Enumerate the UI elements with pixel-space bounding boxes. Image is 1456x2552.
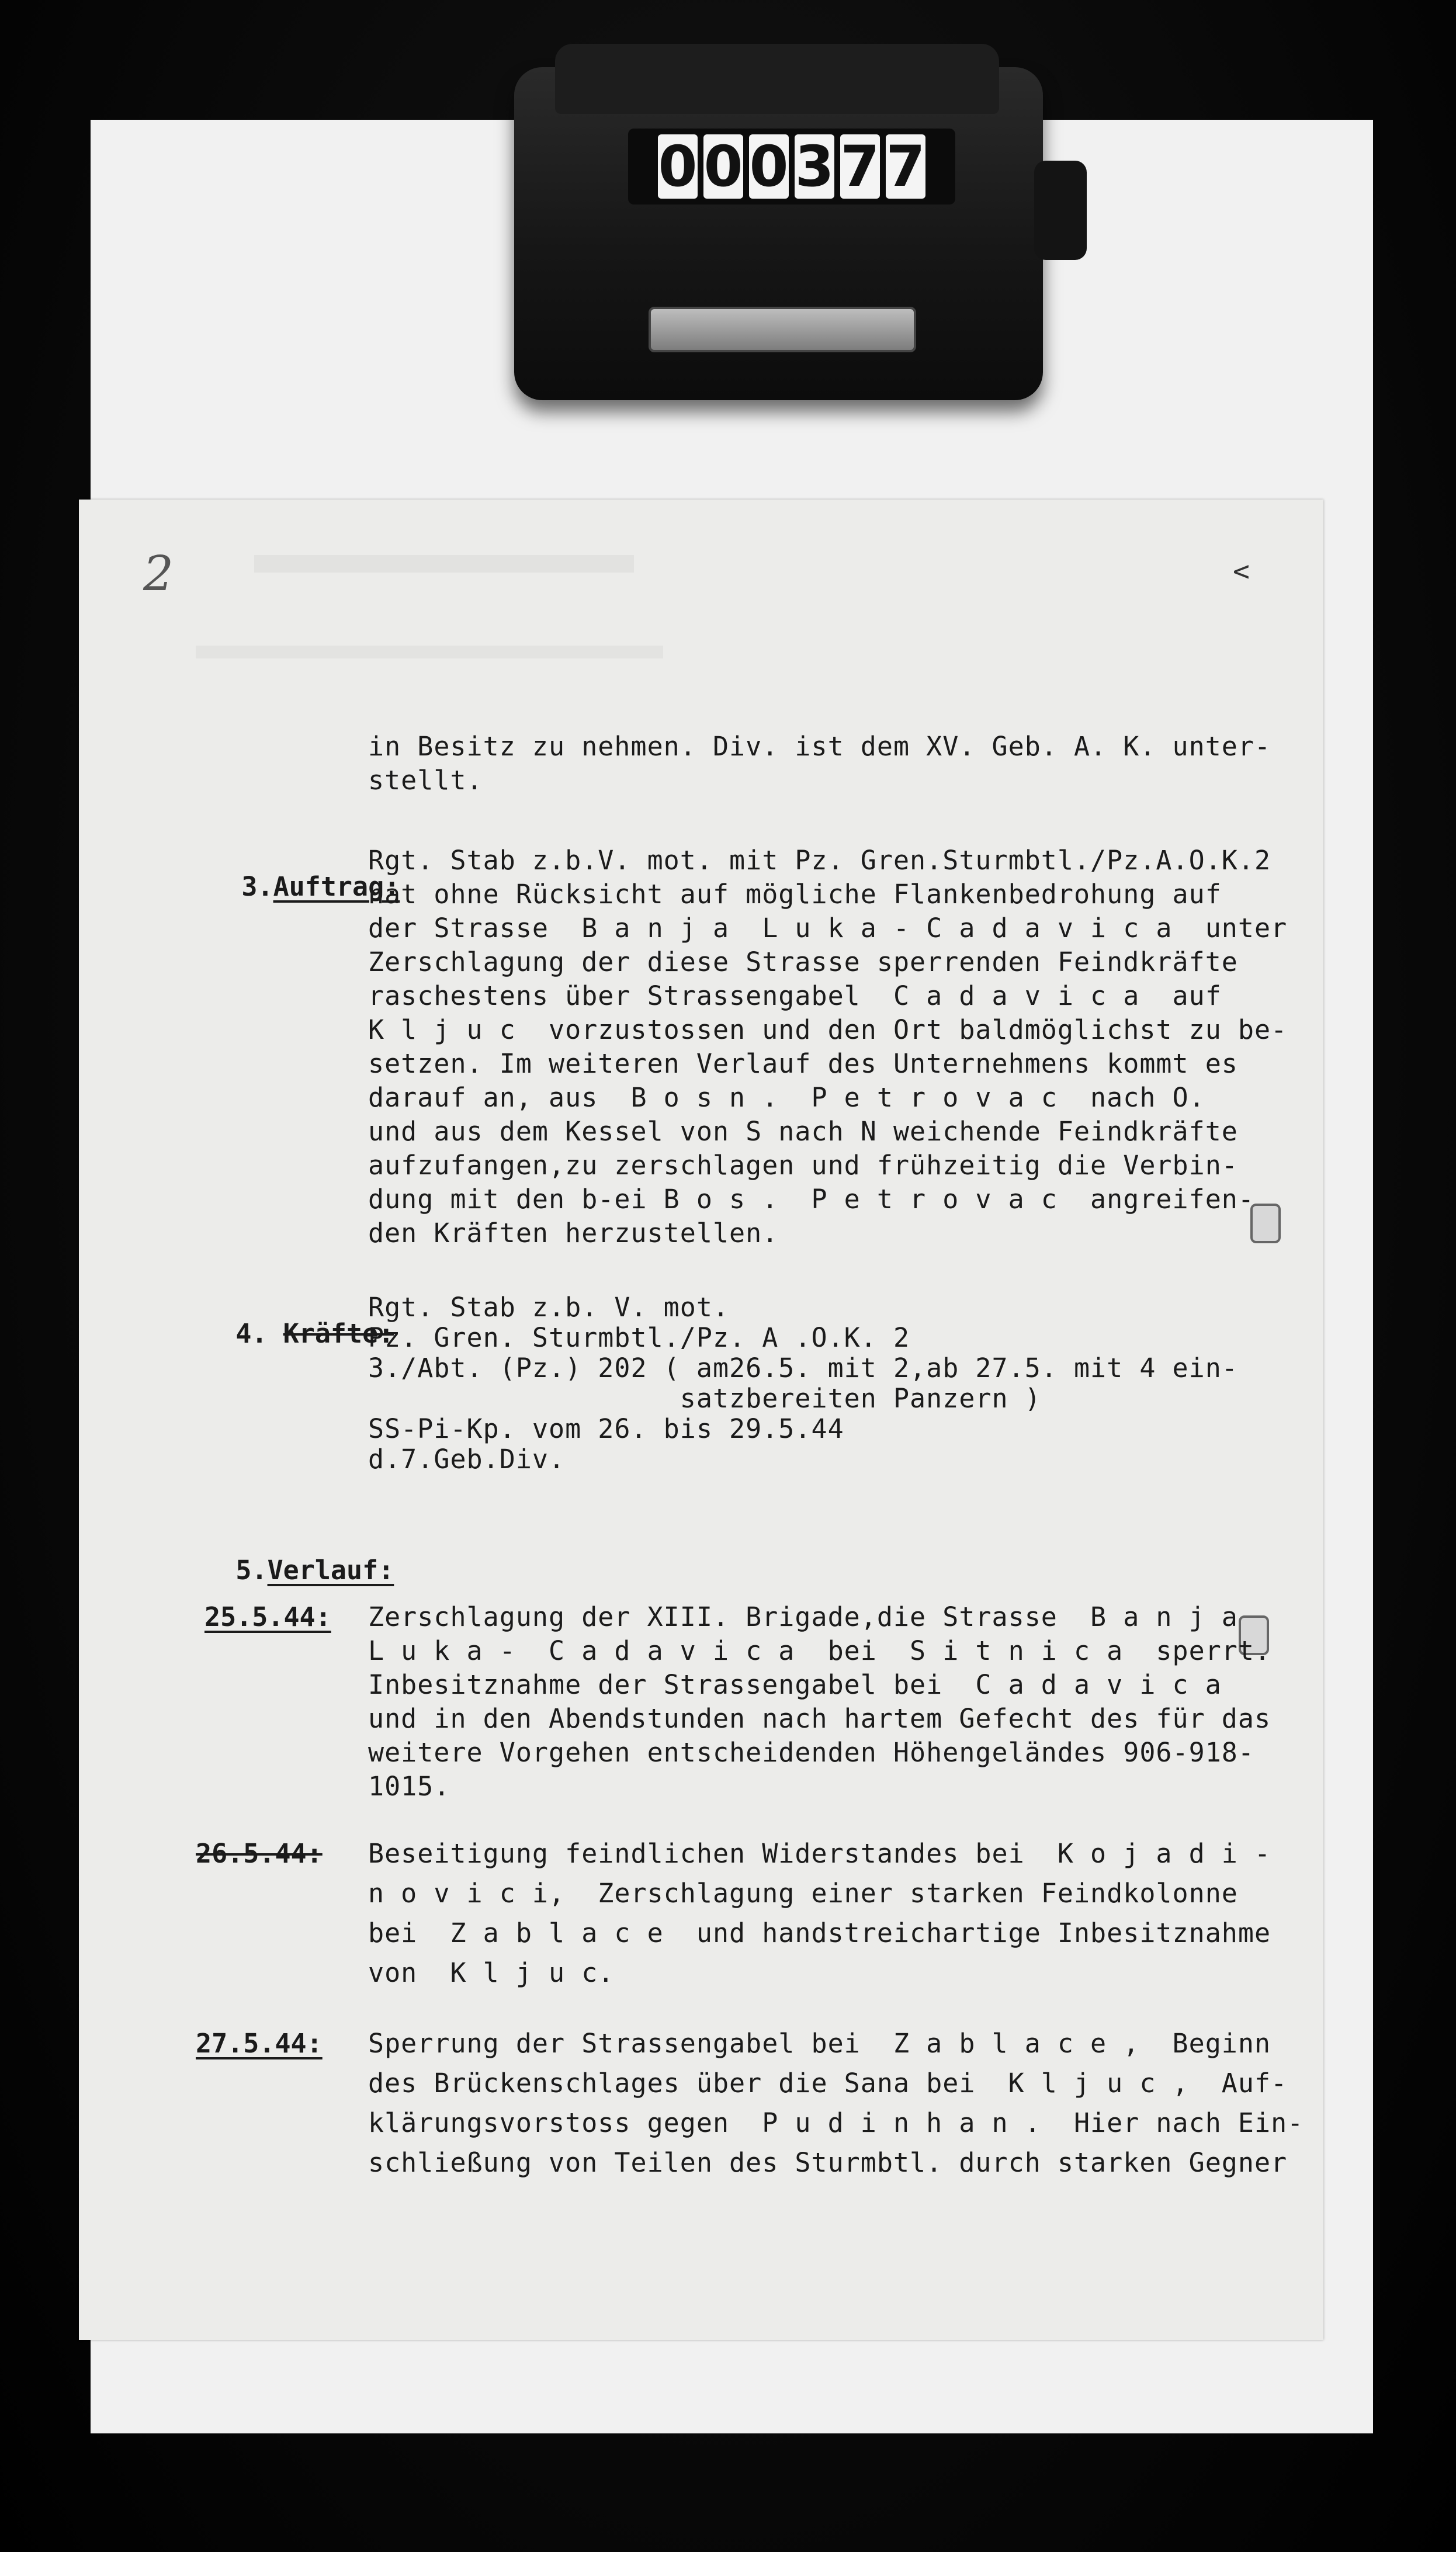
text-line: hat ohne Rücksicht auf mögliche Flankenbedrohung auf bbox=[368, 879, 1222, 910]
text-line: weitere Vorgehen entscheidenden Höhengeländes 906-918- bbox=[368, 1737, 1254, 1768]
text-line: der Strasse B a n j a L u k a - C a d a v i c a unter bbox=[368, 913, 1288, 944]
text-line: von K l j u c. bbox=[368, 1957, 615, 1988]
text-line: des Brückenschlages über die Sana bei K l j u c , Auf- bbox=[368, 2068, 1288, 2099]
text-line: 1015. bbox=[368, 1771, 450, 1802]
text-line: setzen. Im weiteren Verlauf des Unternehmens kommt es bbox=[368, 1048, 1238, 1079]
text-line: schließung von Teilen des Sturmbtl. durch starken Gegner bbox=[368, 2147, 1288, 2178]
section-number: 3. bbox=[241, 871, 273, 902]
counter-knob bbox=[1034, 161, 1087, 260]
section-title: Verlauf: bbox=[267, 1555, 394, 1586]
text-line: satzbereiten Panzern ) bbox=[368, 1383, 1041, 1414]
text-line: Sperrung der Strassengabel bei Z a b l a c e , Beginn bbox=[368, 2028, 1271, 2059]
text-line: stellt. bbox=[368, 765, 483, 796]
text-line: darauf an, aus B o s n . P e t r o v a c nach O. bbox=[368, 1082, 1205, 1113]
document-page bbox=[79, 500, 1323, 2340]
bleed-through-marks bbox=[254, 555, 634, 573]
counter-housing-top bbox=[555, 44, 999, 114]
counter-digit: 0 bbox=[703, 134, 743, 199]
counter-digit: 3 bbox=[795, 134, 834, 199]
text-line: und aus dem Kessel von S nach N weichende Feindkräfte bbox=[368, 1116, 1238, 1147]
text-line: in Besitz zu nehmen. Div. ist dem XV. Geb. A. K. unter- bbox=[368, 731, 1271, 762]
corner-mark: < bbox=[1233, 555, 1250, 588]
section-title: Auftrag: bbox=[273, 871, 400, 902]
text-line: L u k a - C a d a v i c a bei S i t n i c a sperrt. bbox=[368, 1635, 1271, 1666]
text-line: klärungsvorstoss gegen P u d i n h a n . Hier nach Ein- bbox=[368, 2107, 1304, 2138]
text-line: Inbesitznahme der Strassengabel bei C a d a v i c a bbox=[368, 1669, 1222, 1700]
text-line: Zerschlagung der XIII. Brigade,die Strasse B a n j a bbox=[368, 1601, 1238, 1632]
text-line: SS-Pi-Kp. vom 26. bis 29.5.44 bbox=[368, 1413, 844, 1444]
text-line: bei Z a b l a c e und handstreichartige Inbesitznahme bbox=[368, 1918, 1271, 1948]
text-line: Beseitigung feindlichen Widerstandes bei K o j a d i - bbox=[368, 1838, 1271, 1869]
counter-digit: 0 bbox=[658, 134, 698, 199]
entry-date: 26.5.44: bbox=[196, 1838, 323, 1869]
entry-date: 25.5.44: bbox=[204, 1601, 331, 1632]
text-line: d.7.Geb.Div. bbox=[368, 1444, 566, 1475]
text-line: Zerschlagung der diese Strasse sperrenden Feindkräfte bbox=[368, 946, 1238, 977]
counter-digit: 7 bbox=[886, 134, 925, 199]
section-label-auftrag bbox=[178, 847, 400, 926]
text-line: aufzufangen,zu zerschlagen und frühzeitig die Verbin- bbox=[368, 1150, 1238, 1181]
text-line: den Kräften herzustellen. bbox=[368, 1218, 779, 1249]
paper-clip-tab bbox=[1250, 1204, 1281, 1243]
text-line: K l j u c vorzustossen und den Ort baldmöglichst zu be- bbox=[368, 1014, 1288, 1045]
text-line: Rgt. Stab z.b. V. mot. bbox=[368, 1292, 730, 1323]
counter-nameplate bbox=[649, 307, 916, 352]
text-line: und in den Abendstunden nach hartem Gefecht des für das bbox=[368, 1703, 1271, 1734]
section-label-verlauf bbox=[172, 1531, 394, 1610]
text-line: Rgt. Stab z.b.V. mot. mit Pz. Gren.Sturmbtl./Pz.A.O.K.2 bbox=[368, 845, 1271, 876]
section-title: Kräfte: bbox=[283, 1318, 394, 1349]
section-label-kraefte bbox=[172, 1294, 394, 1373]
text-line: Pz. Gren. Sturmbtl./Pz. A .O.K. 2 bbox=[368, 1322, 910, 1353]
page-number: 2 bbox=[143, 546, 174, 602]
text-line: n o v i c i, Zerschlagung einer starken Feindkolonne bbox=[368, 1878, 1238, 1909]
text-line: raschestens über Strassengabel C a d a v i c a auf bbox=[368, 980, 1222, 1011]
text-line: 3./Abt. (Pz.) 202 ( am26.5. mit 2,ab 27.5. mit 4 ein- bbox=[368, 1353, 1238, 1384]
text-line: dung mit den b-ei B o s . P e t r o v a c angreifen- bbox=[368, 1184, 1254, 1215]
counter-display bbox=[628, 129, 955, 204]
frame-counter bbox=[514, 67, 1043, 400]
section-number: 5. bbox=[235, 1555, 268, 1586]
section-number: 4. bbox=[235, 1318, 268, 1349]
counter-digit: 7 bbox=[840, 134, 880, 199]
bleed-through-marks bbox=[196, 646, 663, 658]
entry-date: 27.5.44: bbox=[196, 2028, 323, 2059]
counter-digit: 0 bbox=[749, 134, 789, 199]
